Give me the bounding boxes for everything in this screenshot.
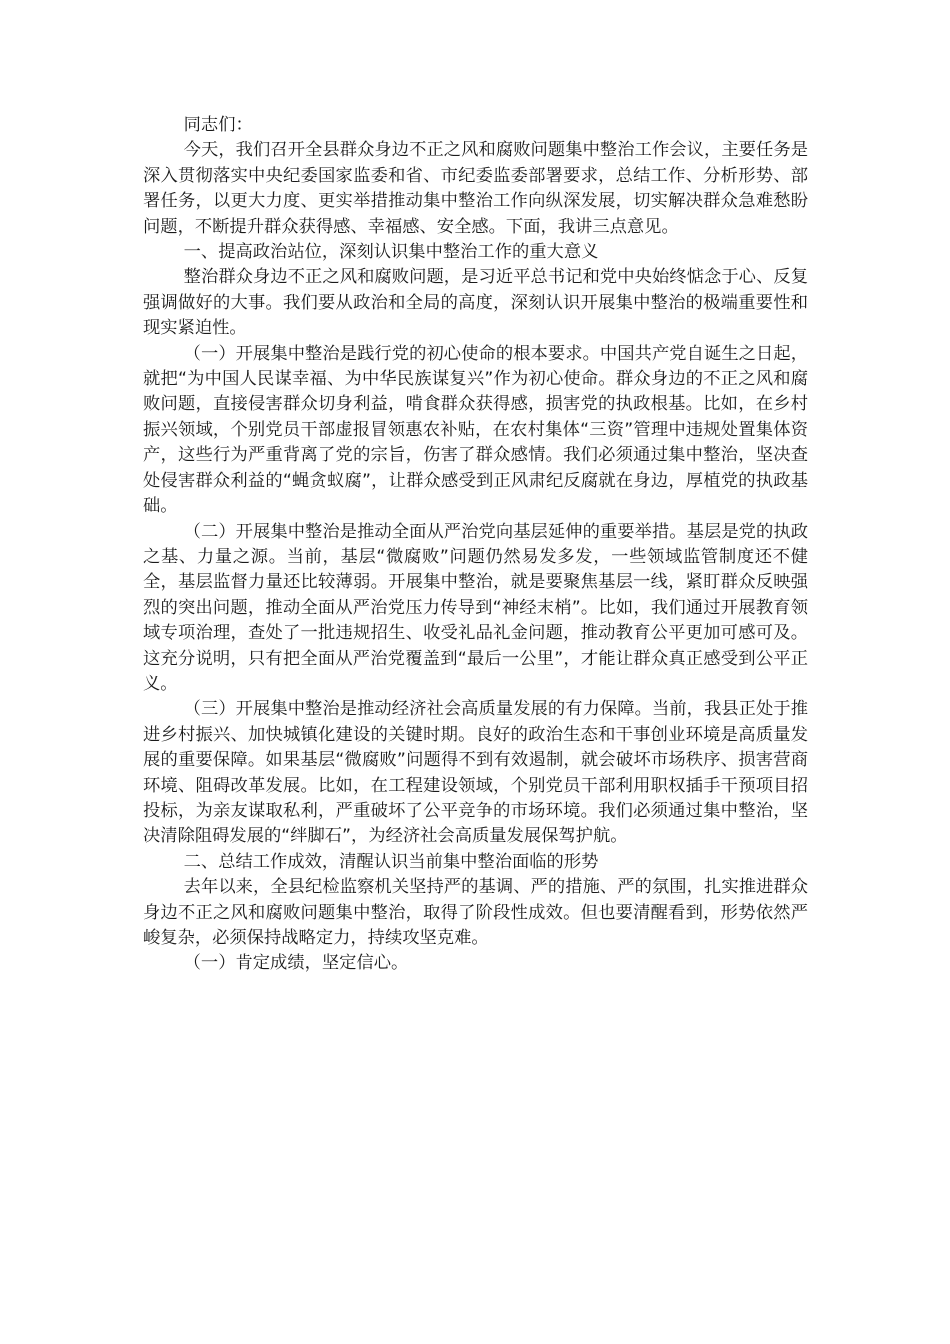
- section-heading-2: 二、总结工作成效，清醒认识当前集中整治面临的形势: [183, 851, 599, 872]
- section-heading-1: 一、提高政治站位，深刻认识集中整治工作的重大意义: [183, 242, 599, 263]
- opening-paragraph: 今天，我们召开全县群众身边不正之风和腐败问题集中整治工作会议，主要任务是深入贯彻落实中央纪委国家监委和省、市纪委监委部署要求，总结工作、分析形势、部署任务，以更大力度、更实举措推动集中整治工作向纵深发展，切实解决群众急难愁盼问题，不断提升群众获得感、幸福感、安全感。下面，我讲三点意见。: [143, 140, 808, 237]
- section-2-intro: 去年以来，全县纪检监察机关坚持严的基调、严的措施、严的氛围，扎实推进群众身边不正之风和腐败问题集中整治，取得了阶段性成效。但也要清醒看到，形势依然严峻复杂，必须保持战略定力，持续攻坚克难。: [143, 877, 808, 948]
- section-1-intro: 整治群众身边不正之风和腐败问题，是习近平总书记和党中央始终惦念于心、反复强调做好的大事。我们要从政治和全局的高度，深刻认识开展集中整治的极端重要性和现实紧迫性。: [143, 267, 808, 339]
- document-page: [143, 113, 808, 977]
- section-2-point-1: （一）肯定成绩，坚定信心。: [183, 953, 409, 974]
- section-1-point-1: （一）开展集中整治是践行党的初心使命的根本要求。中国共产党自诞生之日起，就把“为中国人民谋幸福、为中华民族谋复兴”作为初心使命。群众身边的不正之风和腐败问题，直接侵害群众切身利益，啃食群众获得感，损害党的执政根基。比如，在乡村振兴领域，个别党员干部虚报冒领惠农补贴，在农村集体“三资”管理中违规处置集体资产，这些行为严重背离了党的宗旨，伤害了群众感情。我们必须通过集中整治，坚决查处侵害群众利益的“蝇贪蚁腐”，让群众感受到正风肃纪反腐就在身边，厚植党的执政基础。: [143, 343, 808, 517]
- section-1-point-2: （二）开展集中整治是推动全面从严治党向基层延伸的重要举措。基层是党的执政之基、力量之源。当前，基层“微腐败”问题仍然易发多发，一些领域监管制度还不健全，基层监督力量还比较薄弱。开展集中整治，就是要聚焦基层一线，紧盯群众反映强烈的突出问题，推动全面从严治党压力传导到“神经末梢”。比如，我们通过开展教育领域专项治理，查处了一批违规招生、收受礼品礼金问题，推动教育公平更加可感可及。这充分说明，只有把全面从严治党覆盖到“最后一公里”，才能让群众真正感受到公平正义。: [143, 521, 808, 694]
- section-1-point-3: （三）开展集中整治是推动经济社会高质量发展的有力保障。当前，我县正处于推进乡村振兴、加快城镇化建设的关键时期。良好的政治生态和干事创业环境是高质量发展的重要保障。如果基层“微腐败”问题得不到有效遏制，就会破坏市场秩序、损害营商环境、阻碍改革发展。比如，在工程建设领域，个别党员干部利用职权插手干预项目招投标，为亲友谋取私利，严重破坏了公平竞争的市场环境。我们必须通过集中整治，坚决清除阻碍发展的“绊脚石”，为经济社会高质量发展保驾护航。: [143, 699, 808, 847]
- salutation: 同志们：: [183, 115, 253, 135]
